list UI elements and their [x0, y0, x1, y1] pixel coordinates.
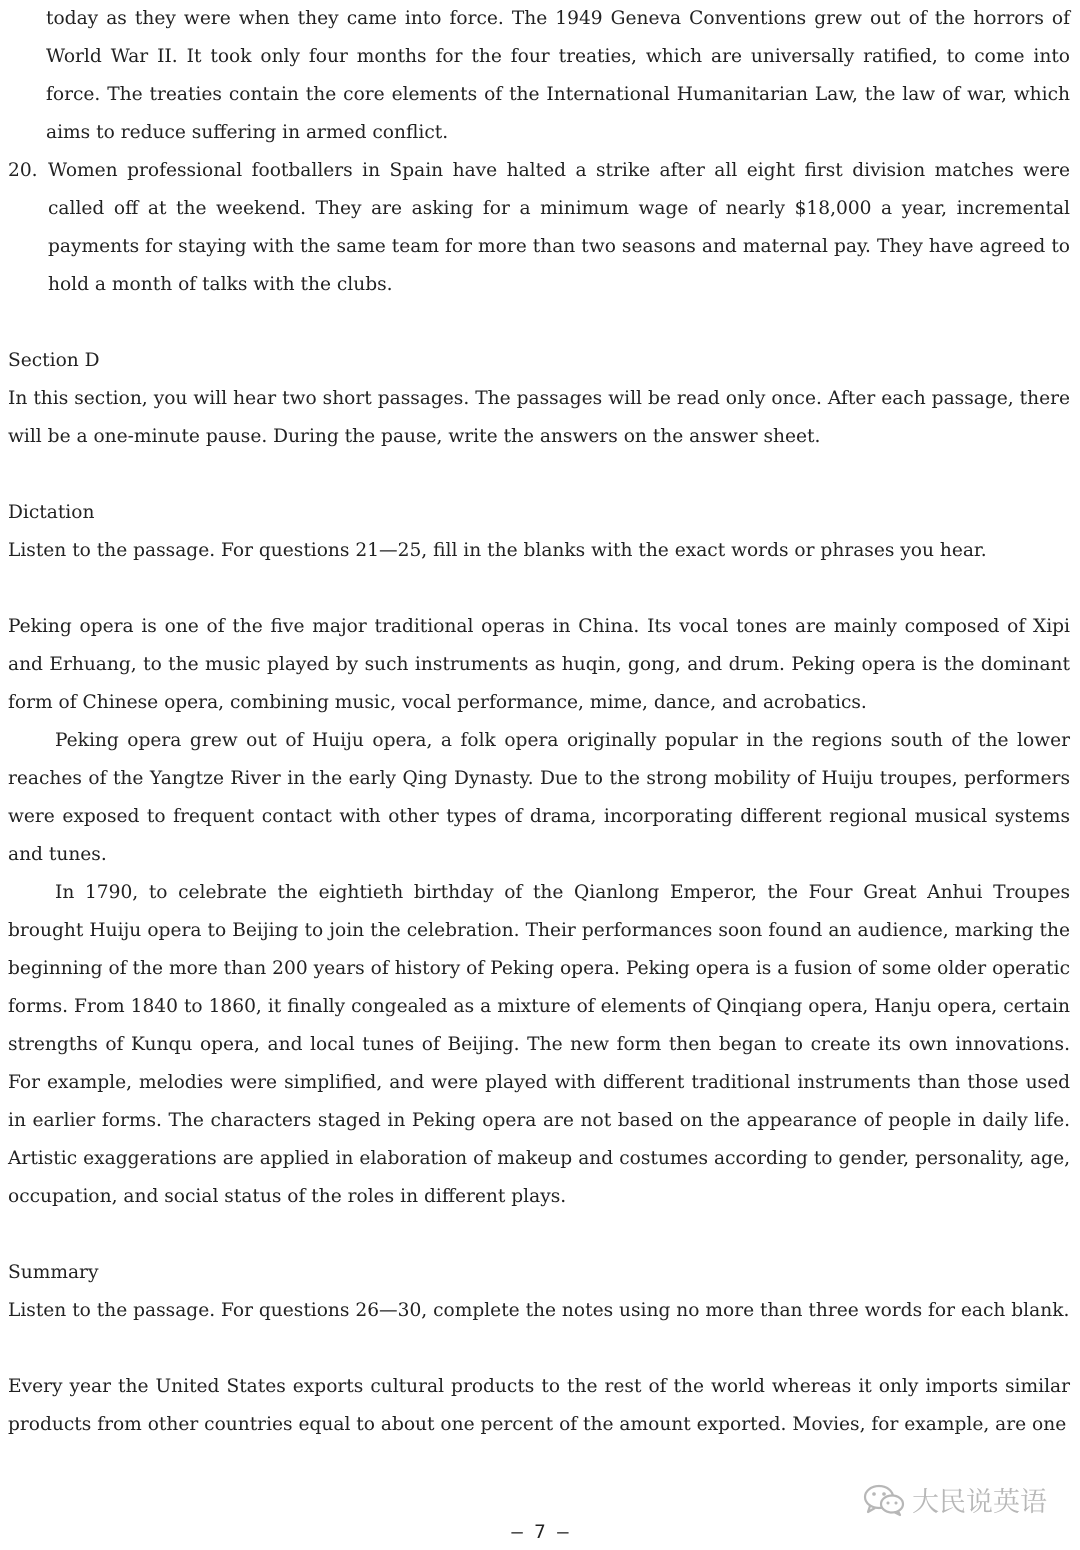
section-d-title: Section D — [8, 350, 100, 371]
exam-page — [8, 0, 1070, 1444]
section-d-instructions: In this section, you will hear two short passages. The passages will be read only once. After each passage, there will be a one-minute pause. During the pause, write the answers on the answer sheet. — [8, 388, 1070, 447]
question-19-continuation — [8, 0, 1070, 152]
summary-title: Summary — [8, 1262, 99, 1283]
question-19-text: today as they were when they came into force. The 1949 Geneva Conventions grew out of the horrors of World War II. It took only four months for the four treaties, which are universally ratified, to come into force. The treaties contain the core elements of the International Humanitarian Law, the law of war, which aims to reduce suffering in armed conflict. — [46, 8, 1070, 143]
wechat-icon — [862, 1483, 906, 1517]
summary-paragraph: Every year the United States exports cultural products to the rest of the world whereas it only imports similar products from other countries equal to about one percent of the amount exported. Movies, for example, are one — [8, 1376, 1070, 1435]
question-20-text: Women professional footballers in Spain have halted a strike after all eight first division matches were called off at the weekend. They are asking for a minimum wage of nearly $18,000 a year, incremental payments for staying with the same team for more than two seasons and maternal pay. They have agreed to hold a month of talks with the clubs. — [48, 160, 1070, 295]
question-number: 20. — [8, 160, 38, 181]
question-20 — [8, 152, 1070, 304]
page-number: – 7 – — [511, 1521, 569, 1543]
dictation-instructions: Listen to the passage. For questions 21—25, fill in the blanks with the exact words or phrases you hear. — [8, 540, 987, 561]
dictation-paragraph: Peking opera grew out of Huiju opera, a folk opera originally popular in the regions south of the lower reaches of the Yangtze River in the early Qing Dynasty. Due to the strong mobility of Huiju troupes, performers were exposed to frequent contact with other types of drama, incorporating different regional musical systems and tunes. — [8, 730, 1070, 865]
dictation-title: Dictation — [8, 502, 95, 523]
watermark-text: 大民说英语 — [912, 1487, 1047, 1518]
dictation-paragraph: Peking opera is one of the five major traditional operas in China. Its vocal tones are mainly composed of Xipi and Erhuang, to the music played by such instruments as huqin, gong, and drum. Peking opera is the dominant form of Chinese opera, combining music, vocal performance, mime, dance, and acrobatics. — [8, 616, 1070, 713]
summary-instructions: Listen to the passage. For questions 26—30, complete the notes using no more than three words for each blank. — [8, 1300, 1070, 1321]
dictation-paragraph: In 1790, to celebrate the eightieth birthday of the Qianlong Emperor, the Four Great Anhui Troupes brought Huiju opera to Beijing to join the celebration. Their performances soon found an audience, marking the beginning of the more than 200 years of history of Peking opera. Peking opera is a fusion of some older operatic forms. From 1840 to 1860, it finally congealed as a mixture of elements of Qinqiang opera, Hanju opera, certain strengths of Kunqu opera, and local tunes of Beijing. The new form then began to create its own innovations. For example, melodies were simplified, and were played with different traditional instruments than those used in earlier forms. The characters staged in Peking opera are not based on the appearance of people in daily life. Artistic exaggerations are applied in elaboration of makeup and costumes according to gender, personality, age, occupation, and social status of the roles in different plays. — [8, 882, 1070, 1207]
